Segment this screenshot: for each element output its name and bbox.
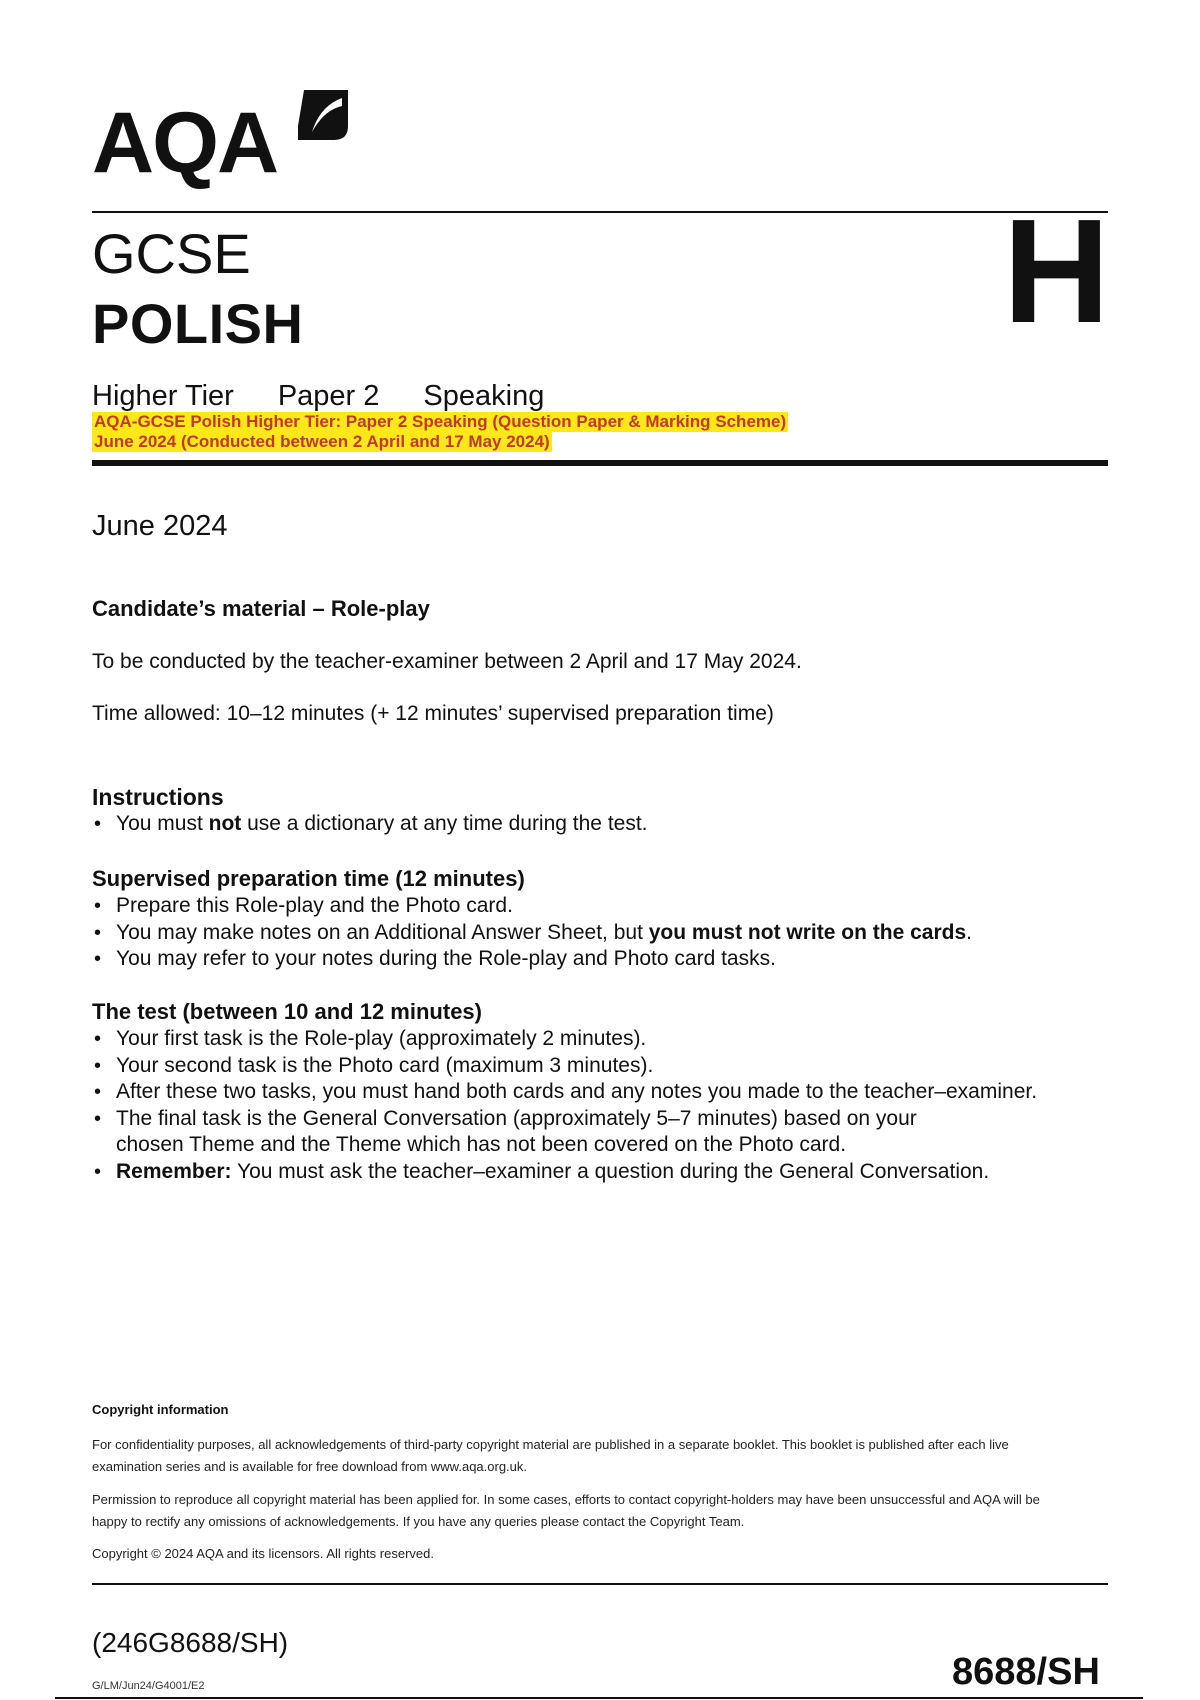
tier-label: Higher Tier [92, 380, 234, 412]
logo-text: AQA [92, 95, 278, 191]
header-rule [92, 211, 1108, 213]
list-item: • Your first task is the Role-play (approximately 2 minutes). [92, 1026, 1122, 1053]
admin-code: G/LM/Jun24/G4001/E2 [92, 1680, 205, 1692]
exam-date: June 2024 [92, 510, 228, 542]
bottom-rule [55, 1697, 1143, 1699]
footer-rule [92, 1583, 1108, 1585]
copyright-heading: Copyright information [92, 1402, 229, 1417]
preparation-heading: Supervised preparation time (12 minutes) [92, 866, 525, 891]
conducted-text: To be conducted by the teacher-examiner between 2 April and 17 May 2024. [92, 650, 802, 673]
aqa-logo [92, 86, 362, 191]
header-thick-rule [92, 460, 1108, 466]
list-item: • The final task is the General Conversation (approximately 5–7 minutes) based on your chosen Theme and the Theme which has not been covered on the Photo card. [92, 1106, 976, 1159]
list-item: • Remember: You must ask the teacher–examiner a question during the General Conversation. [92, 1159, 1122, 1186]
subject-title: POLISH [92, 292, 304, 355]
annotation-line-2: June 2024 (Conducted between 2 April and 17 May 2024) [94, 432, 550, 451]
list-item: • Your second task is the Photo card (maximum 3 minutes). [92, 1053, 1122, 1080]
copyright-paragraph-3: Copyright © 2024 AQA and its licensors. All rights reserved. [92, 1546, 434, 1561]
annotation-line-1: AQA-GCSE Polish Higher Tier: Paper 2 Speaking (Question Paper & Marking Scheme) [94, 412, 787, 431]
list-item: • After these two tasks, you must hand both cards and any notes you made to the teacher–examiner. [92, 1079, 1122, 1106]
list-item: • Prepare this Role-play and the Photo card. [92, 893, 1122, 920]
list-item: • You may make notes on an Additional Answer Sheet, but you must not write on the cards. [92, 920, 1122, 947]
aqa-logo-mark-icon [294, 86, 352, 144]
instructions-list [92, 811, 1122, 838]
test-heading: The test (between 10 and 12 minutes) [92, 999, 482, 1024]
spec-code: 8688/SH [952, 1651, 1100, 1693]
instructions-heading: Instructions [92, 784, 224, 810]
list-item: • You may refer to your notes during the Role-play and Photo card tasks. [92, 946, 1122, 973]
paper-label: Paper 2 [277, 380, 380, 412]
copyright-paragraph-2: Permission to reproduce all copyright material has been applied for. In some cases, efforts to contact copyright-holders may have been unsuccessful and AQA will be happy to rectify any omissions of acknowledgements. If you have any queries please contact the Copyright Team. [92, 1492, 1040, 1529]
copyright-paragraph-1: For confidentiality purposes, all acknowledgements of third-party copyright material are published in a separate booklet. This booklet is published after each live examination series and is available for free download from www.aqa.org.uk. [92, 1437, 1009, 1474]
test-list [92, 1026, 1122, 1185]
material-title: Candidate’s material – Role-play [92, 596, 430, 621]
paper-code: (246G8688/SH) [92, 1627, 289, 1658]
highlighted-annotation [92, 412, 788, 452]
list-item: • You must not use a dictionary at any time during the test. [92, 811, 1122, 838]
tier-letter: H [1003, 189, 1110, 354]
component-label: Speaking [423, 380, 545, 412]
qualification-title: GCSE [92, 222, 251, 285]
time-allowed: Time allowed: 10–12 minutes (+ 12 minutes’ supervised preparation time) [92, 702, 774, 725]
preparation-list [92, 893, 1122, 973]
paper-details [92, 378, 544, 414]
